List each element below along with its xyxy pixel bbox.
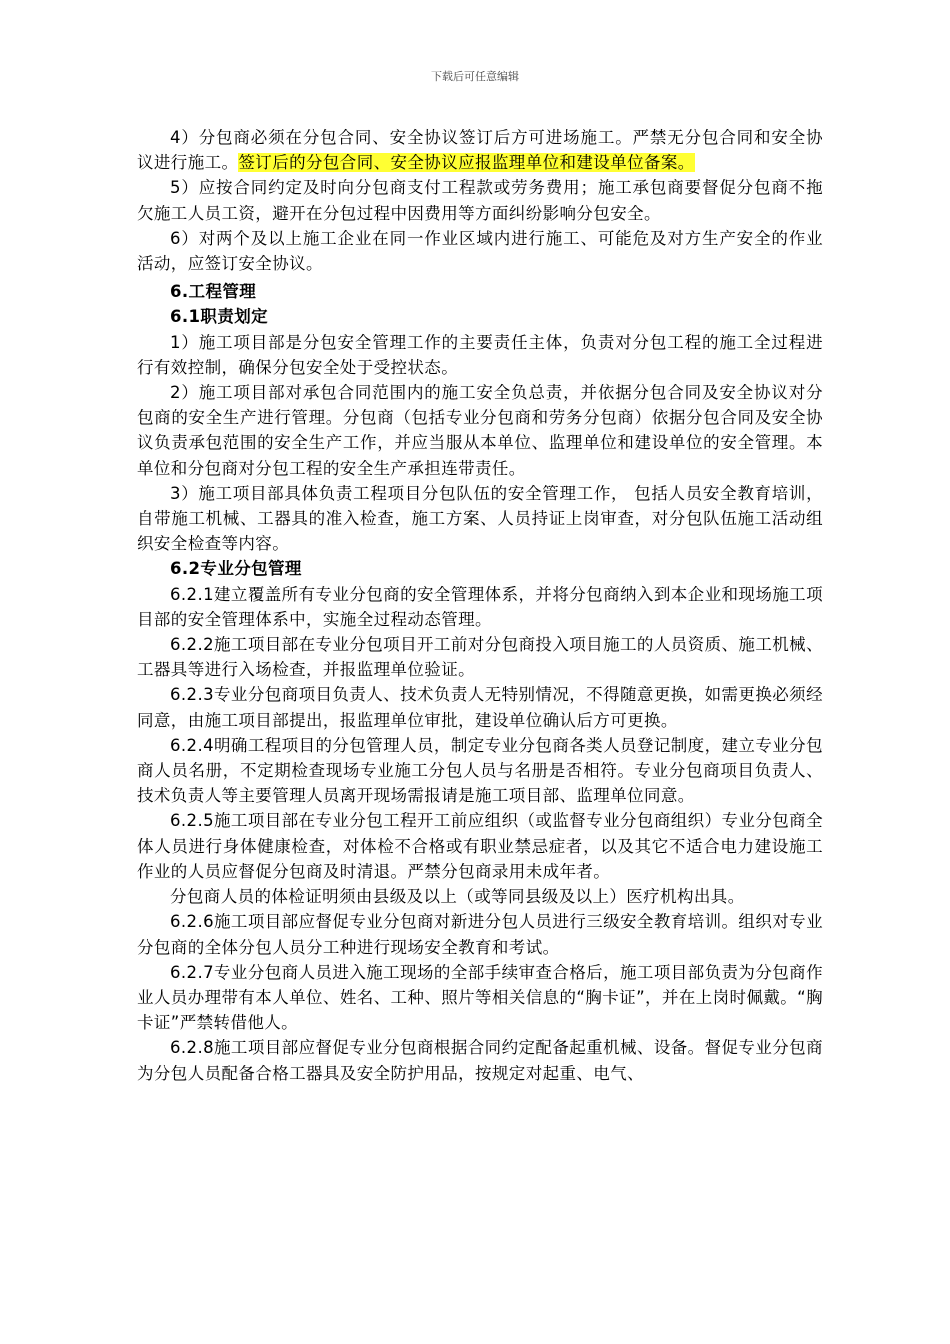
heading-6-1: 6.1职责划定 [170, 307, 269, 327]
page-header: 下载后可任意编辑 [431, 70, 519, 83]
paragraph-4 [137, 125, 823, 175]
paragraph-6-2-8: 6.2.8施工项目部应督促专业分包商根据合同约定配备起重机械、设备。督促专业分包商为分包人员配备合格工器具及安全防护用品，按规定对起重、电气、 [137, 1038, 823, 1083]
paragraph-6-2-3: 6.2.3专业分包商项目负责人、技术负责人无特别情况，不得随意更换，如需更换必须经同意，由施工项目部提出，报监理单位审批，建设单位确认后方可更换。 [137, 685, 823, 730]
paragraph-6-1-2: 2）施工项目部对承包合同范围内的施工安全负总责，并依据分包合同及安全协议对分包商的安全生产进行管理。分包商（包括专业分包商和劳务分包商）依据分包合同及安全协议负责承包范围的安全生产工作，并应当服从本单位、监理单位和建设单位的安全管理。本单位和分包商对分包工程的安全生产承担连带责任。 [137, 383, 823, 478]
paragraph-6-2-7: 6.2.7专业分包商人员进入施工现场的全部手续审查合格后，施工项目部负责为分包商作业人员办理带有本人单位、姓名、工种、照片等相关信息的“胸卡证”，并在上岗时佩戴。“胸卡证”严禁转借他人。 [137, 962, 823, 1033]
paragraph-6: 6）对两个及以上施工企业在同一作业区域内进行施工、可能危及对方生产安全的作业活动，应签订安全协议。 [137, 228, 823, 274]
highlighted-text: 签订后的分包合同、安全协议应报监理单位和建设单位备案。 [238, 153, 695, 173]
paragraph-6-2-2: 6.2.2施工项目部在专业分包项目开工前对分包商投入项目施工的人员资质、施工机械、工器具等进行入场检查，并报监理单位验证。 [137, 635, 823, 680]
paragraph-6-2-5: 6.2.5施工项目部在专业分包工程开工前应组织（或监督专业分包商组织）专业分包商全体人员进行身体健康检查，对体检不合格或有职业禁忌症者，以及其它不适合电力建设施工作业的人员应督促分包商及时清退。严禁分包商录用未成年者。 [137, 811, 823, 881]
paragraph-6-1-1: 1）施工项目部是分包安全管理工作的主要责任主体，负责对分包工程的施工全过程进行有效控制，确保分包安全处于受控状态。 [137, 332, 823, 377]
paragraph-6-2-4: 6.2.4明确工程项目的分包管理人员，制定专业分包商各类人员登记制度，建立专业分包商人员名册，不定期检查现场专业施工分包人员与名册是否相符。专业分包商项目负责人、技术负责人等主要管理人员离开现场需报请是施工项目部、监理单位同意。 [137, 735, 823, 806]
paragraph-6-2-5-note: 分包商人员的体检证明须由县级及以上（或等同县级及以上）医疗机构出具。 [170, 887, 745, 907]
heading-6-2: 6.2专业分包管理 [170, 559, 302, 579]
paragraph-6-2-6: 6.2.6施工项目部应督促专业分包商对新进分包人员进行三级安全教育培训。组织对专业分包商的全体分包人员分工种进行现场安全教育和考试。 [137, 912, 823, 957]
paragraph-6-2-1: 6.2.1建立覆盖所有专业分包商的安全管理体系，并将分包商纳入到本企业和现场施工项目部的安全管理体系中，实施全过程动态管理。 [137, 584, 823, 629]
paragraph-6-1-3: 3）施工项目部具体负责工程项目分包队伍的安全管理工作， 包括人员安全教育培训，自带施工机械、工器具的准入检查，施工方案、人员持证上岗审查，对分包队伍施工活动组织安全检查等内容。 [137, 483, 823, 554]
heading-6: 6.工程管理 [170, 282, 257, 302]
paragraph-5: 5）应按合同约定及时向分包商支付工程款或劳务费用；施工承包商要督促分包商不拖欠施工人员工资，避开在分包过程中因费用等方面纠纷影响分包安全。 [137, 178, 823, 223]
document-body [137, 125, 823, 1086]
paragraph-4-text: 4）分包商必须在分包合同、安全协议签订后方可进场施工。严禁无分包合同和安全协议进行施工。 [137, 128, 823, 173]
